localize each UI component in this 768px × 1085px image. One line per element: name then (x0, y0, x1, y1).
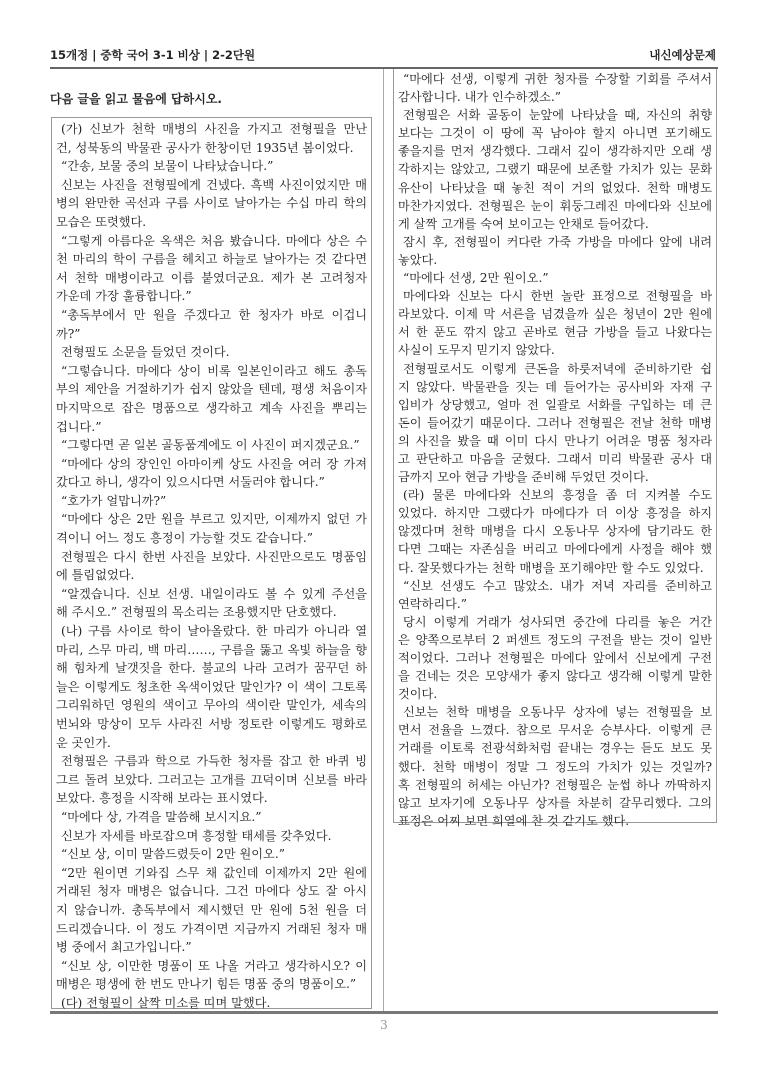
passage-line: 지 않습니까. 총독부에서 제시했던 만 원에 5천 원을 더 (56, 902, 367, 917)
passage-line: 거래를 이토록 전광석화처럼 끝내는 경우는 듣도 보도 못 (398, 741, 712, 756)
passage-line: 해 힘차게 날갯짓을 한다. 불교의 나라 고려가 꿈꾸던 하 (56, 661, 367, 676)
passage-line: 갔다고 하니, 생각이 있으시다면 서둘러야 합니다.” (56, 475, 325, 490)
paragraph (56, 362, 367, 436)
passage-line: 게 살짝 고개를 숙여 보이고는 안채로 들어갔다. (398, 216, 649, 231)
passage-line: 까?” (56, 326, 81, 341)
paragraph (56, 827, 367, 846)
passage-line: “호가가 얼맙니까?” (61, 493, 167, 508)
passage-line: 을 건네는 것은 모양새가 좋지 않다고 생각해 이렇게 말한 (398, 669, 712, 684)
passage-line: 마찬가지였다. 전형필은 눈이 휘둥그레진 마에다와 신보에 (398, 198, 712, 213)
passage-line: 보다는 그것이 이 땅에 꼭 남아야 할지 아니면 포기해도 (398, 126, 712, 141)
passage-line: “그렇다면 곧 일본 골동품계에도 이 사진이 퍼지겠군요.” (61, 438, 360, 453)
passage-line: 서 한 푼도 깎지 않고 곧바로 현금 가방을 들고 나왔다는 (398, 325, 712, 340)
paragraph (398, 613, 712, 703)
passage-line: 에 틀림없었다. (56, 568, 135, 583)
passage-line: 부의 제안을 거절하기가 쉽지 않았을 텐데, 평생 처음이자 (56, 382, 367, 397)
header-doc-type: 내신예상문제 (649, 48, 716, 62)
passage-line: 건, 성북동의 박물관 공사가 한창이던 1935년 봄이었다. (56, 140, 354, 155)
paragraph (56, 120, 367, 157)
passage-line: 매병은 평생에 한 번도 만나기 힘든 명품 중의 명품이오.” (56, 977, 357, 992)
passage-line: 라보았다. 이제 막 서른을 넘겼을까 싶은 청년이 2만 원에 (398, 307, 712, 322)
passage-line: 천 마리의 학이 구름을 헤치고 하늘로 날아가는 것 같다면 (56, 252, 367, 267)
passage-line: 유산이 나타났을 때 놓친 적이 거의 없었다. 천학 매병도 (398, 180, 712, 195)
passage-line: 번뇌와 망상이 모두 사라진 서방 정토란 이렇게도 평화로 (56, 717, 367, 731)
passage-line: 다면 그때는 자존심을 버리고 마에다에게 사정을 해야 했 (398, 542, 712, 557)
paragraph (56, 306, 367, 343)
passage-line: 지 않았다. 박물관을 짓는 데 들어가는 공사비와 자재 구 (398, 379, 712, 394)
passage-line: 드리겠습니다. 이 정도 가격이면 지금까지 거래된 청자 매 (56, 921, 367, 936)
passage-line: 전형필은 다시 한번 사진을 보았다. 사진만으로도 명품임 (61, 549, 367, 564)
passage-line: (나) 구름 사이로 학이 날아올랐다. 한 마리가 아니라 열 (61, 624, 367, 639)
passage-line: 전형필은 구름과 학으로 가득한 청자를 잡고 한 바퀴 빙 (61, 754, 367, 769)
passage-line: 입비가 상당했고, 얼마 전 일괄로 서화를 구입하는 데 큰 (398, 397, 712, 412)
passage-line: 혹 전형필의 허세는 아닌가? 전형필은 눈썹 하나 까딱하지 (398, 777, 712, 792)
passage-line: “마에다 상, 가격을 말씀해 보시지요.” (61, 809, 262, 824)
passage-line: 마에다와 신보는 다시 한번 놀란 표정으로 전형필을 바 (403, 289, 712, 304)
passage-line: 고 판단하고 마음을 굳혔다. 그래서 미리 박물관 공사 대 (398, 451, 712, 466)
paragraph (56, 548, 367, 585)
passage-line: “마에다 상의 장인인 아마이케 상도 사진을 여러 장 가져 (61, 456, 367, 471)
passage-line: 격이니 어느 정도 흥정이 가능할 것도 같습니다.” (56, 531, 314, 546)
passage-line: 돈이 들어갔기 때문이다. 그러나 전형필은 전날 천학 매병 (398, 415, 712, 430)
passage-line: 금까지 모아 현금 가방을 준비해 두었던 것이다. (398, 470, 649, 485)
passage-line: “그렇습니다. 마에다 상이 비록 일본인이라고 해도 총독 (61, 363, 367, 378)
paragraph (398, 233, 712, 269)
paragraph (398, 269, 712, 287)
passage-line: 보았다. 흥정을 시작해 보라는 표시였다. (56, 791, 268, 806)
passage-line: 신보가 자세를 바로잡으며 흥정할 태세를 갖추었다. (61, 828, 332, 843)
paragraph (56, 492, 367, 511)
passage-line: “마에다 선생, 이렇게 귀한 청자를 수장할 기회를 주셔서 (403, 72, 712, 86)
passage-line: 가운데 가장 훌륭합니다.” (56, 289, 192, 304)
passage-line: 그르 돌려 보았다. 그러고는 고개를 끄덕이며 신보를 바라 (56, 772, 367, 787)
passage-line: 적이었다. 그러나 전형필은 마에다 앞에서 신보에게 구전 (398, 651, 712, 665)
header-course-info: 15개정 | 중학 국어 3-1 비상 | 2-2단원 (50, 48, 256, 62)
paragraph (398, 486, 712, 576)
passage-line: “신보 선생도 수고 많았소. 내가 저녁 자리를 준비하고 (403, 578, 712, 593)
passage-line: 표정은 어찌 보면 희열에 찬 것 같기도 했다. (398, 813, 630, 828)
passage-line: 신보는 사진을 전형필에게 건넸다. 흑백 사진이었지만 매 (61, 177, 367, 192)
paragraph (398, 577, 712, 613)
paragraph (56, 585, 367, 622)
passage-line: 했다. 천학 매병이 정말 그 정도의 가치가 있는 것일까? (398, 759, 712, 774)
passage-line: 않겠다며 천학 매병을 다시 오동나무 상자에 담기라도 한 (398, 524, 712, 539)
paragraph (56, 622, 367, 752)
passage-line: 놓았다. (398, 252, 438, 267)
passage-line: “알겠습니다. 신보 선생. 내일이라도 볼 수 있게 주선을 (61, 586, 367, 601)
passage-line: 해 주시오.” 전형필의 목소리는 조용했지만 단호했다. (56, 605, 337, 620)
page-number: 3 (380, 1018, 388, 1032)
passage-line: 거래된 청자 매병은 없습니다. 그건 마에다 상도 잘 아시 (56, 884, 367, 899)
passage-line: 전형필로서도 이렇게 큰돈을 하룻저녁에 준비하기란 쉽 (403, 361, 712, 376)
passage-line: 좋을지를 먼저 생각했다. 그래서 깊이 생각하지만 오래 생 (398, 144, 712, 159)
passage-line: 않고 보자기에 오동나무 상자를 차분히 갈무리했다. 그의 (398, 795, 712, 810)
passage-line: 마리, 스무 마리, 백 마리……, 구름을 뚫고 옥빛 하늘을 향 (56, 642, 367, 657)
question-instruction: 다음 글을 읽고 물음에 답하시오. (50, 92, 222, 106)
passage-line: 마지막으로 잡은 명품으로 생각하고 계속 사진을 뿌리는 (56, 400, 367, 415)
paragraph (56, 808, 367, 827)
passage-line: 것이다. (398, 687, 438, 702)
passage-line: “간송, 보물 중의 보물이 나타났습니다.” (61, 159, 274, 174)
passage-line: 모습은 또렷했다. (56, 214, 147, 229)
paragraph (56, 176, 367, 232)
passage-line: 있었다. 하지만 그랬다가 마에다가 더 이상 흥정을 하지 (398, 506, 712, 521)
paragraph (56, 994, 367, 1013)
passage-line: 은 양쪽으로부터 2 퍼센트 정도의 구전을 받는 것이 일반 (398, 632, 712, 647)
passage-line: 겁니다.” (56, 419, 102, 434)
paragraph (398, 287, 712, 359)
passage-line: 서 천학 매병이라고 이름 붙였더군요. 제가 본 고려청자 (56, 270, 367, 285)
passage-line: 운 곳인가. (56, 735, 111, 750)
passage-line: “마에다 선생, 2만 원이오.” (403, 271, 549, 286)
paragraph (398, 360, 712, 487)
passage-line: 병의 완만한 곡선과 구름 사이로 날아가는 수십 마리 학의 (56, 196, 367, 211)
paragraph (56, 845, 367, 864)
passage-line: (라) 물론 마에다와 신보의 흥정을 좀 더 지켜볼 수도 (403, 488, 712, 503)
paragraph (56, 436, 367, 455)
paragraph (56, 157, 367, 176)
column-divider (383, 69, 384, 1012)
paragraph (56, 957, 367, 994)
paragraph (398, 70, 712, 106)
passage-line: 신보는 천학 매병을 오동나무 상자에 넣는 전형필을 보 (403, 705, 712, 720)
passage-line: 병 중에서 최고가입니다.” (56, 940, 192, 955)
passage-line: “마에다 상은 2만 원을 부르고 있지만, 이제까지 없던 가 (61, 512, 367, 527)
passage-line: “2만 원이면 기와집 스무 채 값인데 이제까지 2만 원에 (61, 865, 367, 880)
footer-divider (50, 1011, 718, 1014)
passage-line: 사실이 도무지 믿기지 않았다. (398, 343, 555, 358)
passage-line: 면서 전율을 느꼈다. 참으로 무서운 승부사다. 이렇게 큰 (398, 723, 712, 738)
passage-line: 그리워하던 영원의 색이고 무아의 색이란 말인가, 세속의 (56, 698, 367, 713)
passage-line: (다) 전형필이 살짝 미소를 띠며 말했다. (61, 995, 271, 1010)
passage-line: 의 사진을 봤을 때 이미 다시 만나기 어려운 명품 청자라 (398, 433, 712, 448)
paragraph (398, 703, 712, 830)
paragraph (56, 864, 367, 957)
passage-line: “신보 상, 이미 말씀드렸듯이 2만 원이오.” (61, 847, 285, 862)
passage-line: (가) 신보가 천학 매병의 사진을 가지고 전형필을 만난 (61, 122, 367, 136)
passage-line: 전형필도 소문을 들었던 것이다. (61, 345, 230, 360)
paragraph (56, 455, 367, 492)
passage-line: “그렇게 아름다운 옥색은 처음 봤습니다. 마에다 상은 수 (61, 233, 367, 248)
passage-line: 각하지는 않았고, 그랬기 때문에 보존할 가치가 있는 문화 (398, 162, 712, 177)
passage-line: 늘은 이렇게도 청초한 옥색이었단 말인가? 이 색이 그토록 (56, 679, 367, 694)
passage-box-left (51, 117, 372, 1009)
passage-line: “총독부에서 만 원을 주겠다고 한 청자가 바로 이겁니 (61, 307, 367, 322)
paragraph (56, 343, 367, 362)
paragraph (398, 106, 712, 233)
passage-line: 잠시 후, 전형필이 커다란 가죽 가방을 마에다 앞에 내려 (403, 234, 712, 249)
paragraph (56, 752, 367, 808)
passage-line: “신보 상, 이만한 명품이 또 나올 거라고 생각하시오? 이 (61, 958, 367, 973)
passage-line: 연락하리다.” (398, 596, 467, 611)
passage-line: 감사합니다. 내가 인수하겠소.” (398, 90, 562, 105)
passage-line: 다. 잘못했다가는 천학 매병을 포기해야만 할 수도 있었다. (398, 560, 704, 575)
paragraph (56, 510, 367, 547)
passage-line: 전형필은 서화 골동이 눈앞에 나타났을 때, 자신의 취향 (403, 108, 712, 123)
passage-line: 당시 이렇게 거래가 성사되면 중간에 다리를 놓은 거간 (403, 614, 712, 629)
passage-box-right (393, 69, 717, 828)
paragraph (56, 232, 367, 306)
